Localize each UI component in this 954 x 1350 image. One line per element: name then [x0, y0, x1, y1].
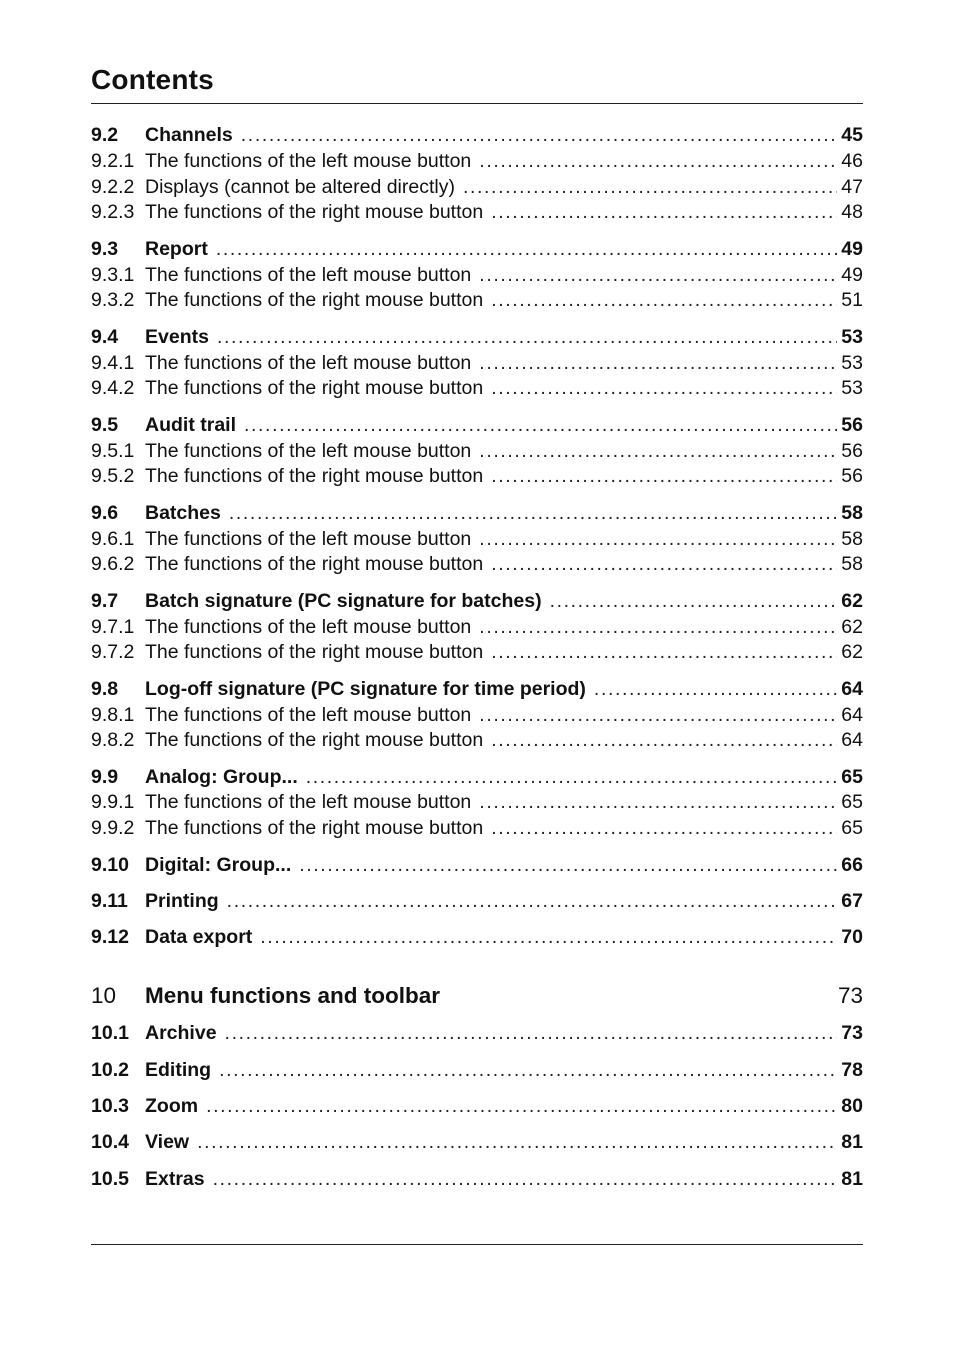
- toc-entry-title: Data export: [145, 926, 253, 949]
- toc-entry-page-number: 53: [841, 377, 863, 400]
- toc-entry-page-number: 64: [841, 729, 863, 752]
- dot-leader: [229, 501, 837, 527]
- dot-leader: [241, 123, 838, 149]
- toc-group: [91, 413, 863, 490]
- toc-entry-title: The functions of the right mouse button: [145, 465, 484, 488]
- toc-entry-title: The functions of the left mouse button: [145, 703, 472, 726]
- toc-entry-page-number: 67: [841, 890, 863, 913]
- toc-entry-title: Displays (cannot be altered directly): [145, 175, 455, 198]
- toc-group: [91, 237, 863, 314]
- toc-entry-title: Channels: [145, 124, 233, 146]
- toc-entry-title: The functions of the right mouse button: [145, 817, 484, 840]
- toc-entry-number: 9.4.1: [91, 351, 135, 374]
- toc-entry-title: The functions of the left mouse button: [145, 527, 472, 550]
- toc-entry-page-number: 53: [841, 351, 863, 374]
- dot-leader: [479, 149, 837, 175]
- toc-subsection-entry[interactable]: [91, 816, 863, 842]
- toc-entry-title: The functions of the left mouse button: [145, 791, 472, 814]
- toc-entry-number: 10.2: [91, 1058, 129, 1081]
- toc-entry-title: Archive: [145, 1022, 217, 1045]
- toc-subsection-entry[interactable]: [91, 200, 863, 226]
- toc-entry-number: 9.2.1: [91, 149, 135, 172]
- toc-section-entry[interactable]: [91, 853, 863, 879]
- toc-entry-number: 9.9.1: [91, 791, 135, 814]
- dot-leader: [260, 925, 837, 951]
- toc-subsection-entry[interactable]: [91, 464, 863, 490]
- toc-group: [91, 677, 863, 754]
- toc-section-entry[interactable]: [91, 589, 863, 615]
- toc-entry-page-number: 65: [841, 765, 863, 788]
- toc-subsection-entry[interactable]: [91, 439, 863, 465]
- toc-entry-title: The functions of the left mouse button: [145, 351, 472, 374]
- toc-entry-page-number: 81: [841, 1167, 863, 1190]
- toc-entry-number: 9.12: [91, 926, 129, 949]
- toc-subsection-entry[interactable]: [91, 288, 863, 314]
- toc-subsection-entry[interactable]: [91, 790, 863, 816]
- toc-entry-number: 9.2.3: [91, 201, 135, 224]
- toc-entry-number: 9.5: [91, 413, 119, 436]
- toc-entry-number: 9.3.2: [91, 289, 135, 312]
- toc-entry-title: Events: [145, 325, 209, 348]
- dot-leader: [479, 263, 837, 289]
- toc-entry-title: Analog: Group...: [145, 765, 298, 788]
- dot-leader: [479, 351, 837, 377]
- toc-section-entry[interactable]: [91, 677, 863, 703]
- toc-subsection-entry[interactable]: [91, 175, 863, 201]
- toc-entry-number: 9.7.1: [91, 615, 135, 638]
- toc-entry-number: 9.4: [91, 325, 119, 348]
- dot-leader: [479, 790, 837, 816]
- toc-group: [91, 589, 863, 666]
- toc-entry-number: 9.8: [91, 677, 119, 700]
- toc-subsection-entry[interactable]: [91, 263, 863, 289]
- toc-subsection-entry[interactable]: [91, 615, 863, 641]
- toc-group: [91, 1021, 863, 1047]
- toc-group: [91, 853, 863, 879]
- toc-entry-number: 9.2: [91, 124, 119, 146]
- toc-group: [91, 925, 863, 951]
- toc-entry-page-number: 66: [841, 853, 863, 876]
- dot-leader: [299, 853, 837, 879]
- dot-leader: [463, 175, 837, 201]
- toc-entry-page-number: 47: [841, 175, 863, 198]
- toc-entry-title: Zoom: [145, 1095, 199, 1118]
- dot-leader: [491, 464, 837, 490]
- toc-entry-page-number: 64: [841, 703, 863, 726]
- toc-entry-page-number: 49: [841, 237, 863, 260]
- toc-subsection-entry[interactable]: [91, 351, 863, 377]
- toc-subsection-entry[interactable]: [91, 703, 863, 729]
- toc-entry-page-number: 53: [841, 325, 863, 348]
- toc-group: [91, 325, 863, 402]
- toc-subsection-entry[interactable]: [91, 149, 863, 175]
- toc-entry-page-number: 65: [841, 791, 863, 814]
- dot-leader: [491, 640, 837, 666]
- toc-entry-number: 9.5.1: [91, 439, 135, 462]
- toc-group: [91, 1167, 863, 1193]
- toc-entry-title: The functions of the right mouse button: [145, 553, 484, 576]
- toc-entry-page-number: 62: [841, 589, 863, 612]
- dot-leader: [491, 376, 837, 402]
- dot-leader: [306, 765, 838, 791]
- dot-leader: [479, 703, 837, 729]
- toc-section-10: [91, 1021, 863, 1192]
- toc-entry-page-number: 70: [841, 926, 863, 949]
- toc-group: [91, 765, 863, 842]
- toc-entry-number: 9.7: [91, 589, 119, 612]
- toc-chapter-heading[interactable]: [91, 981, 863, 1011]
- dot-leader: [550, 589, 838, 615]
- toc-section-entry[interactable]: [91, 413, 863, 439]
- toc-entry-title: View: [145, 1131, 190, 1154]
- dot-leader: [244, 413, 837, 439]
- toc-entry-number: 9.10: [91, 853, 129, 876]
- toc-entry-page-number: 48: [841, 201, 863, 224]
- toc-entry-page-number: 56: [841, 413, 863, 436]
- toc-entry-page-number: 46: [841, 149, 863, 172]
- dot-leader: [197, 1130, 837, 1156]
- toc-section-entry[interactable]: [91, 1058, 863, 1084]
- dot-leader: [491, 200, 837, 226]
- toc-section-entry[interactable]: [91, 889, 863, 915]
- toc-entry-number: 9.6.2: [91, 553, 135, 576]
- toc-subsection-entry[interactable]: [91, 728, 863, 754]
- toc-section-entry[interactable]: [91, 123, 863, 149]
- toc-entry-page-number: 78: [841, 1058, 863, 1081]
- toc-entry-number: 9.5.2: [91, 465, 135, 488]
- toc-entry-page-number: 62: [841, 615, 863, 638]
- toc-group: [91, 123, 863, 226]
- toc-entry-number: 9.6.1: [91, 527, 135, 550]
- toc-section-entry[interactable]: [91, 501, 863, 527]
- toc-entry-number: 9.9: [91, 765, 119, 788]
- toc-entry-page-number: 73: [841, 1022, 863, 1045]
- toc-entry-page-number: 56: [841, 465, 863, 488]
- footer-divider: [91, 1244, 863, 1245]
- toc-subsection-entry[interactable]: [91, 552, 863, 578]
- table-of-contents: [91, 123, 863, 1203]
- toc-entry-title: The functions of the right mouse button: [145, 729, 484, 752]
- toc-entry-page-number: 64: [841, 677, 863, 700]
- dot-leader: [491, 288, 837, 314]
- toc-entry-number: 9.2.2: [91, 175, 135, 198]
- toc-entry-number: 10.5: [91, 1167, 129, 1190]
- toc-entry-title: The functions of the right mouse button: [145, 377, 484, 400]
- toc-subsection-entry[interactable]: [91, 376, 863, 402]
- toc-entry-page-number: 58: [841, 527, 863, 550]
- chapter-number: 10: [91, 983, 117, 1009]
- dot-leader: [227, 889, 838, 915]
- toc-section-entry[interactable]: [91, 325, 863, 351]
- chapter-page-number: 73: [837, 983, 863, 1009]
- toc-entry-title: The functions of the left mouse button: [145, 149, 472, 172]
- toc-entry-number: 10.4: [91, 1131, 129, 1154]
- toc-section-9: [91, 123, 863, 951]
- toc-entry-number: 9.9.2: [91, 817, 135, 840]
- toc-entry-title: The functions of the left mouse button: [145, 263, 472, 286]
- toc-entry-number: 9.4.2: [91, 377, 135, 400]
- toc-entry-page-number: 62: [841, 641, 863, 664]
- toc-section-entry[interactable]: [91, 237, 863, 263]
- toc-entry-page-number: 49: [841, 263, 863, 286]
- toc-entry-title: The functions of the right mouse button: [145, 289, 484, 312]
- toc-entry-number: 9.8.1: [91, 703, 135, 726]
- toc-group: [91, 501, 863, 578]
- toc-entry-title: Audit trail: [145, 413, 236, 436]
- toc-group: [91, 1058, 863, 1084]
- toc-entry-number: 9.7.2: [91, 641, 135, 664]
- toc-entry-number: 9.3.1: [91, 263, 135, 286]
- toc-entry-number: 9.6: [91, 501, 119, 524]
- toc-group: [91, 889, 863, 915]
- toc-entry-number: 9.8.2: [91, 729, 135, 752]
- toc-entry-title: Batches: [145, 501, 221, 524]
- toc-group: [91, 1130, 863, 1156]
- dot-leader: [216, 237, 837, 263]
- toc-entry-page-number: 51: [841, 289, 863, 312]
- dot-leader: [217, 325, 837, 351]
- dot-leader: [491, 552, 837, 578]
- chapter-title: Menu functions and toolbar: [145, 983, 440, 1009]
- toc-entry-page-number: 80: [841, 1095, 863, 1118]
- toc-entry-title: The functions of the left mouse button: [145, 615, 472, 638]
- page-title: Contents: [91, 64, 214, 95]
- toc-entry-number: 10.3: [91, 1095, 129, 1118]
- toc-section-entry[interactable]: [91, 1167, 863, 1193]
- toc-section-entry[interactable]: [91, 1130, 863, 1156]
- toc-entry-title: Log-off signature (PC signature for time period): [145, 677, 586, 700]
- toc-entry-page-number: 45: [841, 124, 863, 146]
- toc-entry-title: Batch signature (PC signature for batches): [145, 589, 542, 612]
- toc-entry-number: 10.1: [91, 1022, 129, 1045]
- dot-leader: [491, 816, 837, 842]
- toc-entry-title: Extras: [145, 1167, 205, 1190]
- dot-leader: [213, 1167, 838, 1193]
- dot-leader: [479, 527, 837, 553]
- toc-entry-page-number: 56: [841, 439, 863, 462]
- dot-leader: [225, 1021, 838, 1047]
- toc-entry-title: The functions of the left mouse button: [145, 439, 472, 462]
- toc-entry-title: Digital: Group...: [145, 853, 292, 876]
- dot-leader: [479, 439, 837, 465]
- toc-subsection-entry[interactable]: [91, 527, 863, 553]
- toc-entry-page-number: 58: [841, 553, 863, 576]
- toc-entry-number: 9.3: [91, 237, 119, 260]
- toc-entry-page-number: 81: [841, 1131, 863, 1154]
- toc-entry-page-number: 58: [841, 501, 863, 524]
- toc-section-entry[interactable]: [91, 1094, 863, 1120]
- toc-entry-title: Editing: [145, 1058, 212, 1081]
- title-divider: [91, 103, 863, 104]
- toc-entry-title: The functions of the right mouse button: [145, 641, 484, 664]
- toc-section-entry[interactable]: [91, 765, 863, 791]
- toc-subsection-entry[interactable]: [91, 640, 863, 666]
- toc-section-entry[interactable]: [91, 925, 863, 951]
- toc-entry-title: Report: [145, 237, 208, 260]
- toc-entry-title: The functions of the right mouse button: [145, 201, 484, 224]
- dot-leader: [479, 615, 837, 641]
- toc-entry-title: Printing: [145, 890, 219, 913]
- toc-entry-page-number: 65: [841, 817, 863, 840]
- toc-entry-number: 9.11: [91, 890, 128, 913]
- dot-leader: [206, 1094, 837, 1120]
- dot-leader: [491, 728, 837, 754]
- toc-section-entry[interactable]: [91, 1021, 863, 1047]
- dot-leader: [594, 677, 837, 703]
- toc-group: [91, 1094, 863, 1120]
- dot-leader: [219, 1058, 837, 1084]
